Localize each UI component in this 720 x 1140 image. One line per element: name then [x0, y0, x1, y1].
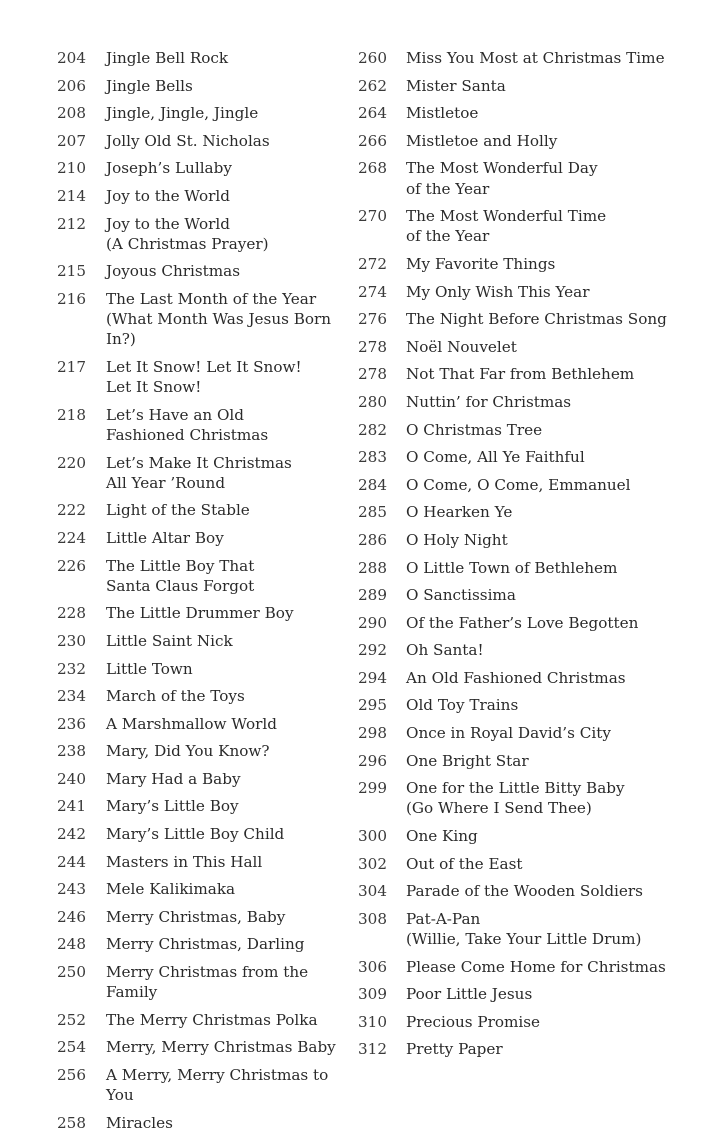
page-number: 280: [358, 392, 387, 411]
index-entry: [40, 1113, 358, 1133]
song-title: Once in Royal David’s City: [406, 724, 611, 743]
index-entry: [355, 826, 700, 846]
page-number: 230: [57, 631, 86, 650]
page-number: 220: [57, 453, 86, 472]
index-entry: [355, 881, 700, 901]
song-title: A Marshmallow World: [106, 714, 277, 733]
index-entry: [355, 420, 700, 440]
page-number: 250: [57, 963, 86, 982]
page-number: 206: [57, 76, 86, 95]
song-title: O Little Town of Bethlehem: [406, 558, 618, 577]
song-title: Light of the Stable: [106, 501, 250, 520]
index-entry: [355, 131, 700, 151]
page-number: 284: [358, 475, 387, 494]
index-entry: [40, 556, 358, 596]
song-title: Miracles: [106, 1113, 173, 1132]
index-entry: [355, 530, 700, 550]
index-entry: [355, 558, 700, 578]
index-entry: [40, 962, 358, 1002]
index-entry: [355, 158, 700, 198]
index-entry: [40, 796, 358, 816]
page-number: 215: [57, 262, 86, 281]
song-title: One King: [406, 827, 478, 846]
index-entry: [355, 909, 700, 949]
song-title: Oh Santa!: [406, 641, 484, 660]
index-entry: [355, 723, 700, 743]
song-title: The Most Wonderful Time of the Year: [406, 207, 607, 246]
page-number: 302: [358, 854, 387, 873]
song-title: Merry, Merry Christmas Baby: [106, 1038, 336, 1057]
index-entry: [40, 453, 358, 493]
index-entry: [40, 357, 358, 397]
song-title: Out of the East: [406, 854, 523, 873]
song-title: My Favorite Things: [406, 254, 556, 273]
index-entry: [40, 631, 358, 651]
page-number: 292: [358, 641, 387, 660]
song-title: O Sanctissima: [406, 586, 516, 605]
index-entry: [355, 254, 700, 274]
index-entry: [355, 392, 700, 412]
song-title: O Come, All Ye Faithful: [406, 448, 585, 467]
song-title: One for the Little Bitty Baby (Go Where I Send Thee): [406, 779, 625, 818]
song-title: A Merry, Merry Christmas to You: [106, 1066, 329, 1105]
index-entry: [40, 214, 358, 254]
page-number: 296: [358, 751, 387, 770]
index-entry: [355, 984, 700, 1004]
index-entry: [355, 585, 700, 605]
song-title: Parade of the Wooden Soldiers: [406, 882, 643, 901]
index-entry: [40, 714, 358, 734]
song-title: Mary’s Little Boy Child: [106, 825, 285, 844]
page-number: 298: [358, 724, 387, 743]
index-entry: [355, 309, 700, 329]
song-title: The Little Drummer Boy: [106, 604, 294, 623]
page-number: 254: [57, 1038, 86, 1057]
index-entry: [40, 907, 358, 927]
page-number: 244: [57, 852, 86, 871]
song-title: Joseph’s Lullaby: [106, 159, 232, 178]
page-number: 214: [57, 186, 86, 205]
index-entry: [355, 206, 700, 246]
index-entry: [40, 852, 358, 872]
page-number: 310: [358, 1012, 387, 1031]
song-title: Mistletoe and Holly: [406, 131, 558, 150]
index-entry: [355, 695, 700, 715]
index-entry: [40, 528, 358, 548]
index-entry: [355, 76, 700, 96]
index-entry: [40, 603, 358, 623]
index-entry: [40, 1010, 358, 1030]
page-number: 274: [358, 282, 387, 301]
song-title: Merry Christmas from the Family: [106, 963, 309, 1002]
song-title: Little Saint Nick: [106, 631, 233, 650]
song-title: O Holy Night: [406, 530, 508, 549]
index-entry: [355, 668, 700, 688]
page-number: 299: [358, 779, 387, 798]
song-title: Joyous Christmas: [106, 262, 241, 281]
song-title: Mary’s Little Boy: [106, 797, 239, 816]
index-entry: [355, 282, 700, 302]
page-number: 242: [57, 825, 86, 844]
song-title: O Christmas Tree: [406, 420, 543, 439]
song-title: Not That Far from Bethlehem: [406, 365, 635, 384]
song-title: An Old Fashioned Christmas: [406, 668, 626, 687]
page-number: 232: [57, 659, 86, 678]
index-column-left: [40, 48, 358, 1140]
song-title: The Little Boy That Santa Claus Forgot: [106, 556, 255, 595]
page-number: 222: [57, 501, 86, 520]
index-entry: [40, 686, 358, 706]
song-title: Masters in This Hall: [106, 852, 263, 871]
index-entry: [40, 158, 358, 178]
song-title: Let’s Have an Old Fashioned Christmas: [106, 405, 269, 444]
page-number: 272: [358, 254, 387, 273]
page-number: 285: [358, 503, 387, 522]
song-title: Joy to the World: [106, 186, 230, 205]
index-entry: [355, 1039, 700, 1059]
index-entry: [40, 824, 358, 844]
page-number: 207: [57, 131, 86, 150]
index-entry: [40, 186, 358, 206]
index-entry: [40, 769, 358, 789]
song-title: Let’s Make It Christmas All Year ’Round: [106, 453, 292, 492]
page-number: 260: [358, 49, 387, 67]
index-entry: [40, 500, 358, 520]
song-title: My Only Wish This Year: [406, 282, 590, 301]
song-title: Mistletoe: [406, 104, 479, 123]
page-number: 256: [57, 1066, 86, 1085]
page-number: 224: [57, 528, 86, 547]
page-number: 270: [358, 207, 387, 226]
index-entry: [40, 405, 358, 445]
song-title: Mary Had a Baby: [106, 769, 241, 788]
song-title: Little Town: [106, 659, 193, 678]
song-title: Mister Santa: [406, 76, 506, 95]
song-title: The Night Before Christmas Song: [406, 310, 667, 329]
song-title: The Merry Christmas Polka: [106, 1010, 318, 1029]
page-number: 248: [57, 935, 86, 954]
index-column-right: [355, 48, 700, 1067]
song-title: Of the Father’s Love Begotten: [406, 613, 639, 632]
index-entry: [355, 640, 700, 660]
index-entry: [355, 475, 700, 495]
song-title: Please Come Home for Christmas: [406, 957, 666, 976]
page-number: 268: [358, 159, 387, 178]
page-number: 234: [57, 687, 86, 706]
song-title: The Last Month of the Year (What Month Was Jesus Born In?): [106, 289, 332, 349]
page-number: 309: [358, 985, 387, 1004]
page-number: 212: [57, 214, 86, 233]
page-number: 304: [358, 882, 387, 901]
index-entry: [40, 659, 358, 679]
page-number: 204: [57, 49, 86, 67]
index-entry: [40, 289, 358, 350]
song-title: Merry Christmas, Darling: [106, 935, 305, 954]
song-title: Mary, Did You Know?: [106, 742, 270, 761]
index-entry: [355, 957, 700, 977]
page-number: 218: [57, 405, 86, 424]
index-entry: [40, 1037, 358, 1057]
page-number: 226: [57, 556, 86, 575]
song-title: Joy to the World (A Christmas Prayer): [106, 214, 269, 253]
page-number: 289: [358, 586, 387, 605]
page-number: 283: [358, 448, 387, 467]
page-number: 210: [57, 159, 86, 178]
song-title: One Bright Star: [406, 751, 529, 770]
page-number: 258: [57, 1113, 86, 1132]
index-entry: [40, 1065, 358, 1105]
index-entry: [40, 131, 358, 151]
page-number: 216: [57, 289, 86, 308]
index-entry: [355, 502, 700, 522]
index-entry: [355, 364, 700, 384]
index-entry: [355, 48, 700, 68]
song-title: Noël Nouvelet: [406, 337, 517, 356]
index-entry: [40, 741, 358, 761]
index-entry: [355, 751, 700, 771]
page-number: 241: [57, 797, 86, 816]
song-title: Nuttin’ for Christmas: [406, 392, 572, 411]
index-entry: [40, 48, 358, 68]
page-number: 240: [57, 769, 86, 788]
index-entry: [40, 879, 358, 899]
index-entry: [40, 934, 358, 954]
page-number: 290: [358, 613, 387, 632]
song-title: Precious Promise: [406, 1012, 541, 1031]
song-title: O Come, O Come, Emmanuel: [406, 475, 631, 494]
song-title: Jingle Bells: [106, 76, 193, 95]
page-number: 236: [57, 714, 86, 733]
page-number: 278: [358, 337, 387, 356]
page-number: 295: [358, 696, 387, 715]
song-title: Merry Christmas, Baby: [106, 907, 286, 926]
page-number: 294: [358, 668, 387, 687]
index-entry: [40, 103, 358, 123]
page-number: 264: [358, 104, 387, 123]
song-title: Little Altar Boy: [106, 528, 224, 547]
page-number: 286: [358, 530, 387, 549]
page-number: 282: [358, 420, 387, 439]
song-title: Old Toy Trains: [406, 696, 519, 715]
index-entry: [40, 76, 358, 96]
index-entry: [355, 103, 700, 123]
page-number: 208: [57, 104, 86, 123]
page-number: 266: [358, 131, 387, 150]
index-entry: [355, 854, 700, 874]
page-number: 278: [358, 365, 387, 384]
song-title: Mele Kalikimaka: [106, 880, 236, 899]
page-number: 288: [358, 558, 387, 577]
page-number: 262: [358, 76, 387, 95]
page-number: 217: [57, 357, 86, 376]
song-title: Miss You Most at Christmas Time: [406, 49, 665, 67]
page-number: 308: [358, 909, 387, 928]
index-entry: [355, 778, 700, 818]
index-entry: [355, 337, 700, 357]
song-title: O Hearken Ye: [406, 503, 513, 522]
page-number: 306: [358, 957, 387, 976]
page-number: 238: [57, 742, 86, 761]
song-title: Jingle, Jingle, Jingle: [106, 104, 259, 123]
song-title: Jingle Bell Rock: [106, 49, 229, 67]
index-entry: [355, 613, 700, 633]
song-title: Jolly Old St. Nicholas: [106, 131, 270, 150]
page-number: 243: [57, 880, 86, 899]
index-entry: [40, 261, 358, 281]
song-title: Pat-A-Pan (Willie, Take Your Little Drum): [406, 909, 642, 949]
page-number: 300: [358, 827, 387, 846]
page-number: 228: [57, 604, 86, 623]
song-title: Pretty Paper: [406, 1040, 503, 1059]
page-number: 252: [57, 1010, 86, 1029]
song-title: Let It Snow! Let It Snow! Let It Snow!: [106, 357, 302, 397]
page-number: 276: [358, 310, 387, 329]
page-number: 312: [358, 1040, 387, 1059]
song-title: Poor Little Jesus: [406, 985, 533, 1004]
index-entry: [355, 447, 700, 467]
page-number: 246: [57, 907, 86, 926]
song-title: The Most Wonderful Day of the Year: [406, 159, 598, 198]
index-entry: [355, 1012, 700, 1032]
song-title: March of the Toys: [106, 687, 245, 706]
